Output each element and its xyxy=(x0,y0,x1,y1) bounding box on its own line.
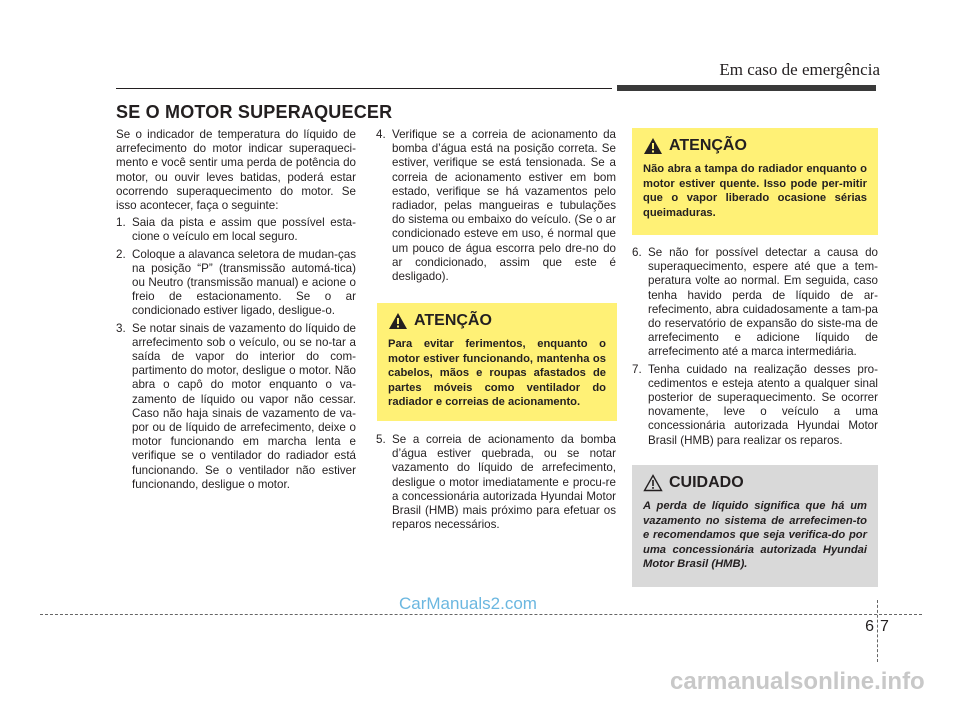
intro-paragraph: Se o indicador de temperatura do líquido de arrefecimento do motor indicar superaqueci-mento e você sentir uma perda de potência do motor, ou ouvir leves batidas, poderá estar ocorrendo superaquecimento do motor. Se isso acontecer, faça o seguinte: xyxy=(116,128,356,213)
warning-text: Não abra a tampa do radiador enquanto o motor estiver quente. Isso pode per-mitir que o vapor liberado ocasione sérias queimaduras. xyxy=(643,163,867,219)
warning-text: Para evitar ferimentos, enquanto o motor estiver funcionando, mantenha os cabelos, mãos e roupas afastados de partes móveis como ventilador do radiador e correias de acionamento. xyxy=(388,338,606,408)
list-item xyxy=(376,128,616,284)
item-number: 3. xyxy=(116,321,126,335)
item-number: 1. xyxy=(116,216,126,230)
item-text: Se não for possível detectar a causa do superaquecimento, espere até que a tem-peratura volte ao normal. Em seguida, caso tenha havido perda de líquido de ar-refecimento, abra cuidadosamente a tam-pa do reservatório de expansão do siste-ma de arrefecimento e adicione líquido de arrefecimento até a marca intermediária. xyxy=(648,246,878,359)
item-text: Se notar sinais de vazamento do líquido de arrefecimento sob o veículo, ou se no-tar a saída de vapor do interior do com-partimento do motor, desligue o motor. Não abra o capô do motor enquanto o va-zamento de líquido ou vapor não cessar. Caso não haja sinais de vazamento de va-por ou de líquido de arrefecimento, deixe o motor funcionando em marcha lenta e verifique se o ventilador do radiador está funcionando. Se o ventilador não estiver funcionando, desligue o motor. xyxy=(132,321,356,491)
item-text: Saia da pista e assim que possível esta-cione o veículo em local seguro. xyxy=(132,216,356,244)
warning-header xyxy=(643,137,867,155)
item-text: Verifique se a correia de acionamento da bomba d’água está na posição correta. Se estiver, verifique se está tensionada. Se a correia de acionamento estiver em bom estado, verifique se há vazamentos pelo radiador, pelas mangueiras e tubulações do sistema ou embaixo do veículo. (Se o ar condicionado esteve em uso, é normal que um pouco de água escorra pelo dre-no do ar condicionado, assim que este é desligado). xyxy=(392,128,616,284)
header-rule xyxy=(116,88,612,89)
list-item xyxy=(116,216,356,244)
list-item xyxy=(116,322,356,492)
footer-site-watermark: carmanualsonline.info xyxy=(670,668,925,695)
item-text: Coloque a alavanca seletora de mudan-ças na posição “P” (transmissão automá-tica) ou Neutro (transmissão manual) e acione o freio de estacionamento. Se o ar condicionado estiver ligado, desligue-o. xyxy=(132,247,356,318)
list-item xyxy=(632,246,878,360)
page-index: 7 xyxy=(880,618,889,635)
page-number xyxy=(854,618,889,636)
warning-header xyxy=(388,312,606,330)
list-item xyxy=(632,363,878,448)
column-middle-lower xyxy=(376,433,616,532)
column-right xyxy=(632,246,878,448)
warning-title: ATENÇÃO xyxy=(669,137,747,154)
item-number: 6. xyxy=(632,246,642,259)
item-number: 5. xyxy=(376,433,386,446)
caution-header xyxy=(643,474,867,492)
footer-divider xyxy=(40,614,922,615)
item-number: 4. xyxy=(376,128,386,141)
caution-title: CUIDADO xyxy=(669,474,744,491)
caution-triangle-icon xyxy=(643,474,663,492)
warning-title: ATENÇÃO xyxy=(414,312,492,329)
item-number: 2. xyxy=(116,247,126,261)
warning-triangle-icon xyxy=(643,137,663,155)
column-left xyxy=(116,128,356,492)
section-header: Em caso de emergência xyxy=(719,60,880,79)
column-middle xyxy=(376,128,616,284)
warning-box-radiator-cap xyxy=(632,128,878,235)
header-rule-thick xyxy=(617,85,876,91)
caution-box xyxy=(632,465,878,587)
warning-triangle-icon xyxy=(388,312,408,330)
item-text: Tenha cuidado na realização desses pro-cedimentos e esteja atento a qualquer sinal posterior de superaquecimento. Se ocorrer novamente, leve o veículo a uma concessionária autorizada Hyundai Motor Brasil (HMB) para realizar os reparos. xyxy=(648,362,878,447)
list-item xyxy=(376,433,616,532)
warning-box-moving-parts xyxy=(377,303,617,421)
watermark-link[interactable]: CarManuals2.com xyxy=(399,594,537,613)
page-chapter: 6 xyxy=(865,618,874,635)
list-item xyxy=(116,248,356,319)
item-text: Se a correia de acionamento da bomba d’água estiver quebrada, ou se notar vazamento do líquido de arrefecimento, desligue o motor imediatamente e procu-re a concessionária autorizada Hyundai Motor Brasil (HMB) mais próximo para efetuar os reparos necessários. xyxy=(392,433,616,532)
page-title: SE O MOTOR SUPERAQUECER xyxy=(116,102,393,122)
item-number: 7. xyxy=(632,362,642,376)
caution-text: A perda de líquido significa que há um vazamento no sistema de arrefecimen-to e recomendamos que seja verifica-do por uma concessionária autorizada Hyundai Motor Brasil (HMB). xyxy=(643,500,867,570)
